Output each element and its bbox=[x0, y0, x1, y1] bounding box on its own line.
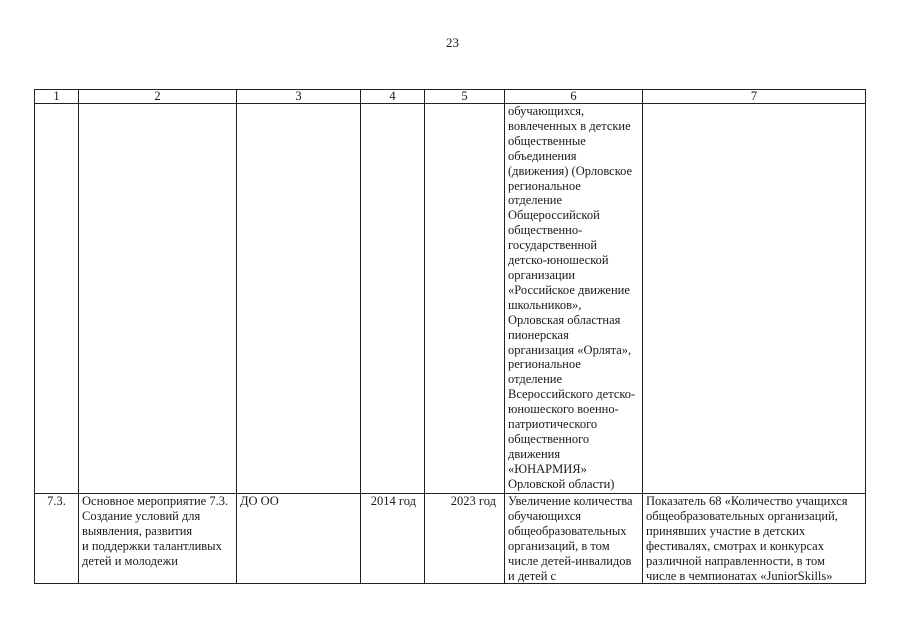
executor-cell: ДО ОО bbox=[237, 494, 361, 584]
cell-empty bbox=[35, 104, 79, 494]
expected-result-cell bbox=[505, 494, 643, 584]
text-line: общественные bbox=[508, 133, 586, 148]
continued-row bbox=[35, 104, 866, 494]
text-line: общеобразовательных bbox=[508, 523, 627, 538]
table-row bbox=[35, 494, 866, 584]
continued-result-cell bbox=[505, 104, 643, 494]
text-line: региональное bbox=[508, 357, 581, 372]
start-year-cell: 2014 год bbox=[361, 494, 425, 584]
end-year-cell: 2023 год bbox=[425, 494, 505, 584]
text-line: организации bbox=[508, 267, 576, 282]
row-number: 7.3. bbox=[35, 494, 79, 584]
text-line: выявления, развития bbox=[82, 523, 193, 538]
text-line: Всероссийского детско- bbox=[508, 387, 636, 402]
text-line: движения bbox=[508, 446, 561, 461]
text-line: детей и молодежи bbox=[82, 553, 178, 568]
text-line: общественного bbox=[508, 431, 590, 446]
text-line: организаций, в том bbox=[508, 538, 610, 553]
activity-title-cell bbox=[79, 494, 237, 584]
text-line: патриотического bbox=[508, 417, 598, 432]
cell-empty bbox=[79, 104, 237, 494]
text-line: числе в чемпионатах «JuniorSkills» bbox=[646, 568, 833, 583]
text-line: вовлеченных в детские bbox=[508, 118, 631, 133]
text-line: отделение bbox=[508, 372, 563, 387]
text-line: «Российское движение bbox=[508, 282, 630, 297]
text-line: и детей с bbox=[508, 568, 557, 583]
page-number: 23 bbox=[446, 35, 459, 50]
text-line: пионерская bbox=[508, 327, 569, 342]
text-line: и поддержки талантливых bbox=[82, 538, 222, 553]
text-line: «ЮНАРМИЯ» bbox=[508, 461, 587, 476]
text-line: Увеличение количества bbox=[508, 494, 633, 508]
text-line: Показатель 68 «Количество учащихся bbox=[646, 494, 848, 508]
text-line: отделение bbox=[508, 193, 563, 208]
column-header: 1 bbox=[35, 90, 79, 104]
text-line: принявших участие в детских bbox=[646, 523, 806, 538]
text-line: Основное мероприятие 7.3. bbox=[82, 494, 229, 508]
text-line: объединения bbox=[508, 148, 577, 163]
column-header: 4 bbox=[361, 90, 425, 104]
program-table bbox=[34, 89, 866, 584]
text-line: обучающихся bbox=[508, 508, 582, 523]
column-header: 2 bbox=[79, 90, 237, 104]
text-line: различной направленности, в том bbox=[646, 553, 825, 568]
text-line: юношеского военно- bbox=[508, 402, 619, 417]
text-line: региональное bbox=[508, 178, 581, 193]
text-line: Общероссийской bbox=[508, 208, 600, 223]
text-line: общественно- bbox=[508, 223, 583, 238]
column-header: 5 bbox=[425, 90, 505, 104]
text-line: числе детей-инвалидов bbox=[508, 553, 632, 568]
text-line: (движения) (Орловское bbox=[508, 163, 633, 178]
text-line: общеобразовательных организаций, bbox=[646, 508, 838, 523]
column-header: 7 bbox=[643, 90, 866, 104]
text-line: обучающихся, bbox=[508, 104, 585, 118]
header-row bbox=[35, 90, 866, 104]
text-line: детско-юношеской bbox=[508, 253, 609, 268]
cell-empty bbox=[237, 104, 361, 494]
text-line: организация «Орлята», bbox=[508, 342, 632, 357]
text-line: Орловской области) bbox=[508, 476, 615, 491]
cell-empty bbox=[643, 104, 866, 494]
column-header: 3 bbox=[237, 90, 361, 104]
column-header: 6 bbox=[505, 90, 643, 104]
text-line: школьников», bbox=[508, 297, 582, 312]
text-line: фестивалях, смотрах и конкурсах bbox=[646, 538, 824, 553]
text-line: Создание условий для bbox=[82, 508, 201, 523]
text-line: государственной bbox=[508, 238, 598, 253]
cell-empty bbox=[425, 104, 505, 494]
text-line: Орловская областная bbox=[508, 312, 621, 327]
cell-empty bbox=[361, 104, 425, 494]
indicator-cell bbox=[643, 494, 866, 584]
